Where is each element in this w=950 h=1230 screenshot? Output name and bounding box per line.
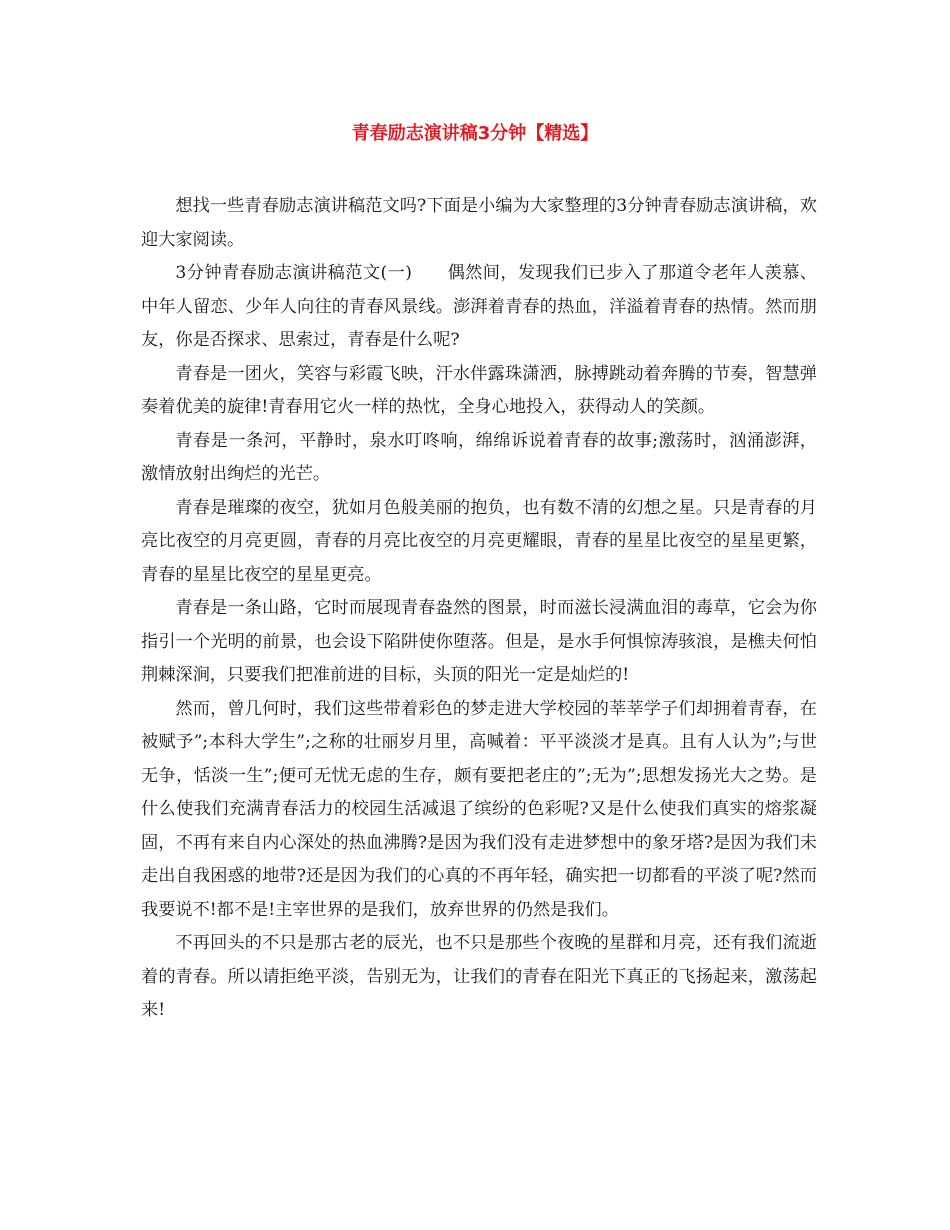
page-title: 青春励志演讲稿3分钟【精选】 — [351, 123, 599, 144]
paragraph-2: 青春是一团火，笑容与彩霞飞映，汗水伴露珠潇洒，脉搏跳动着奔腾的节奏，智慧弹奏着优美的旋律!青春用它火一样的热忱，全身心地投入，获得动人的笑颜。 — [141, 363, 817, 417]
paragraph-intro: 想找一些青春励志演讲稿范文吗?下面是小编为大家整理的3分钟青春励志演讲稿，欢迎大家阅读。 — [141, 196, 817, 250]
paragraph-3: 青春是一条河，平静时，泉水叮咚响，绵绵诉说着青春的故事;激荡时，汹涌澎湃，激情放射出绚烂的光芒。 — [141, 430, 817, 484]
paragraph-4: 青春是璀璨的夜空，犹如月色般美丽的抱负，也有数不清的幻想之星。只是青春的月亮比夜空的月亮更圆，青春的月亮比夜空的月亮更耀眼，青春的星星比夜空的星星更繁，青春的星星比夜空的星星更亮。 — [141, 497, 817, 585]
paragraph-5: 青春是一条山路，它时而展现青春盎然的图景，时而滋长浸满血泪的毒草，它会为你指引一个光明的前景，也会设下陷阱使你堕落。但是，是水手何惧惊涛骇浪，是樵夫何怕荆棘深涧，只要我们把准前进的目标，头顶的阳光一定是灿烂的! — [141, 598, 817, 685]
paragraph-1: 3分钟青春励志演讲稿范文(一) 偶然间，发现我们已步入了那道令老年人羡慕、中年人留恋、少年人向往的青春风景线。澎湃着青春的热血，洋溢着青春的热情。然而朋友，你是否探求、思索过，青春是什么呢? — [141, 263, 817, 350]
paragraph-6: 然而，曾几何时，我们这些带着彩色的梦走进大学校园的莘莘学子们却拥着青春，在被赋予”;本科大学生”;之称的壮丽岁月里，高喊着：平平淡淡才是真。且有人认为”;与世无争，恬淡一生”;便可无忧无虑的生存，颇有要把老庄的”;无为”;思想发扬光大之势。是什么使我们充满青春活力的校园生活减退了缤纷的色彩呢?又是什么使我们真实的熔浆凝固，不再有来自内心深处的热血沸腾?是因为我们没有走进梦想中的象牙塔?是因为我们未走出自我困惑的地带?还是因为我们的心真的不再年轻，确实把一切都看的平淡了呢?然而我要说不!都不是!主宰世界的是我们，放弃世界的仍然是我们。 — [141, 698, 817, 920]
document-body — [141, 190, 817, 1028]
paragraph-7: 不再回头的不只是那古老的辰光，也不只是那些个夜晚的星群和月亮，还有我们流逝着的青春。所以请拒绝平淡，告别无为，让我们的青春在阳光下真正的飞扬起来，激荡起来! — [141, 933, 817, 1020]
